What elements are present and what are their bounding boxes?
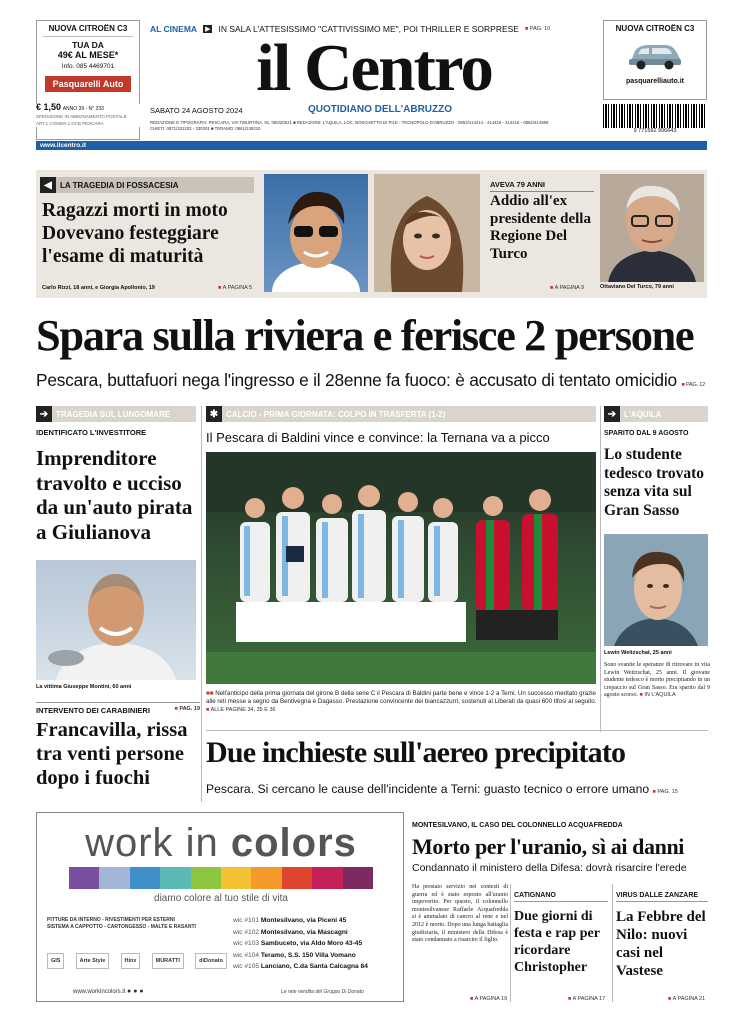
catignano-kicker: CATIGNANO bbox=[514, 892, 608, 902]
uranio-subhead: Condannato il ministero della Difesa: dovrà risarcire l'erede bbox=[412, 862, 687, 874]
uranio-kicker: MONTESILVANO, IL CASO DEL COLONNELLO ACQUAFREDDA bbox=[412, 822, 623, 829]
ad-colors-tagline: diamo colore al tuo stile di vita bbox=[154, 893, 288, 904]
calcio-headline[interactable]: Il Pescara di Baldini vince e convince: la Ternana va a picco bbox=[206, 430, 550, 445]
masthead-redazione: REDAZIONE E TIPOGRAFIA: PESCARA, VIA TIBURTINA, 91, 085/20521 ■ REDAZIONI: L'AQUILA, LOC. BOSCHETTO DI PILE - TECNOPOLO D'ABRUZZO - 0862/414414 - 414415 - 414416 - 0862/414959 CHIETI: 0871/331203 - 330301 ■ TERAMO: 0861/245210 bbox=[150, 120, 549, 131]
ad-right-citroen[interactable] bbox=[603, 20, 707, 100]
aereo-ref: ■ PAG. 15 bbox=[652, 789, 678, 795]
nilo-kicker: VIRUS DALLE ZANZARE bbox=[616, 892, 708, 902]
photo-carlo-rizzi bbox=[264, 174, 368, 292]
francavilla-kicker: INTERVENTO DEI CARABINIERI bbox=[36, 706, 150, 715]
uranio-ref: ■ A PAGINA 19 bbox=[470, 996, 508, 1002]
aereo-headline[interactable]: Due inchieste sull'aereo precipitato bbox=[206, 736, 626, 769]
aquila-section-bar bbox=[604, 406, 708, 422]
aereo-subhead-row bbox=[206, 782, 706, 796]
photo-giorgia-apollonio bbox=[374, 174, 480, 292]
arrow-right-icon-2: ➔ bbox=[604, 406, 620, 422]
delturco-ref: ■ A PAGINA 9 bbox=[550, 285, 585, 291]
website[interactable]: www.ilcentro.it bbox=[40, 142, 86, 149]
top-banner-text: IN SALA L'ATTESISSIMO "CATTIVISSIMO ME", POI THRILLER E SORPRESE bbox=[218, 24, 519, 34]
masthead-date: SABATO 24 AGOSTO 2024 bbox=[150, 106, 243, 115]
photo-lewin-weitzschat bbox=[604, 534, 708, 646]
ad-left-title: NUOVA CITROËN C3 bbox=[48, 24, 128, 33]
brand-logo: GIS bbox=[47, 953, 64, 969]
top-banner-arrow-icon: ▶ bbox=[205, 26, 211, 33]
francavilla-headline[interactable]: Francavilla, rissa tra venti persone dopo i fuochi bbox=[36, 719, 188, 789]
ad-colors-brands bbox=[47, 953, 227, 969]
calcio-section: CALCIO - PRIMA GIORNATA: COLPO IN TRASFERTA (1-2) bbox=[226, 409, 446, 419]
aquila-body bbox=[604, 662, 710, 700]
calcio-ref: ■ ALLE PAGINE 34, 35 E 36 bbox=[206, 706, 276, 713]
aquila-section: L'AQUILA bbox=[624, 409, 662, 419]
ad-colors-stores bbox=[233, 915, 403, 973]
ad-left-line2: 49€ AL MESE* bbox=[57, 50, 119, 60]
issue: ANNO 39 - N° 233 bbox=[62, 106, 104, 112]
color-swatch bbox=[282, 867, 312, 889]
color-swatch bbox=[221, 867, 251, 889]
store-item: wic #102 Montesilvano, via Mascagni bbox=[233, 928, 348, 936]
brand-logo: diDonato bbox=[195, 953, 227, 969]
ad-colors-title2: colors bbox=[230, 821, 357, 865]
store-item: wic #103 Sambuceto, via Aldo Moro 43-45 bbox=[233, 940, 363, 947]
color-swatch bbox=[69, 867, 99, 889]
ad-left-info: Info. 085 4469701 bbox=[61, 63, 115, 70]
car-icon bbox=[625, 37, 685, 71]
color-swatch bbox=[312, 867, 342, 889]
ad-colors-palette bbox=[69, 867, 373, 889]
store-item: wic #105 Lanciano, C.da Santa Calcagna 84 bbox=[233, 963, 368, 970]
uranio-headline[interactable]: Morto per l'uranio, sì ai danni bbox=[412, 834, 684, 859]
masthead-logo: il Centro bbox=[256, 31, 492, 105]
uranio-body: Ha prestato servizio nei contesti di guerra ed è stato esposto all'uranio impoverito. Per questo, il colonnello montesilvanese Raffaele Acquafredda si è ammalato di cancro al rene e nel 2012 è morto. Dopo una lunga battaglia giudiziaria, il ministero della Difesa è stato condannato a risarcire il figlio. bbox=[412, 884, 508, 944]
delturco-kicker: AVEVA 79 ANNI bbox=[490, 180, 594, 192]
masthead-rule bbox=[36, 141, 707, 150]
brand-logo: MURATTI bbox=[152, 953, 184, 969]
catignano-headline[interactable]: Due giorni di festa e rap per ricordare Christopher bbox=[514, 909, 600, 975]
ad-colors-services: PITTURE DA INTERNO - RIVESTIMENTI PER ESTERNI SISTEMA A CAPPOTTO - CARTONGESSO - MALTE E RASANTI bbox=[47, 917, 196, 930]
calcio-section-bar bbox=[206, 406, 596, 422]
main-subhead-text: Pescara, buttafuori nega l'ingresso e il 28enne fa fuoco: è accusato di tentato omicidio bbox=[36, 370, 677, 390]
masthead-subtitle: QUOTIDIANO DELL'ABRUZZO bbox=[307, 104, 453, 115]
price: € 1,50 bbox=[36, 102, 62, 112]
barcode: 9 771592 906643 bbox=[603, 104, 707, 138]
giulianova-kicker: IDENTIFICATO L'INVESTITORE bbox=[36, 428, 147, 437]
ad-left-line1: TUA DA bbox=[72, 40, 104, 50]
main-subhead bbox=[36, 370, 716, 391]
aereo-top-rule bbox=[206, 730, 708, 731]
catignano-ref: ■ A PAGINA 17 bbox=[568, 996, 606, 1002]
photo-del-turco bbox=[600, 174, 704, 282]
calcio-caption: ■■ Nell'anticipo della prima giornata del girone B della serie C il Pescara di Baldini parte bene e vince 1-2 a Terni. Un successo meritato grazie alle reti messe a segno da Bentivegna e Dagasso. Prestazione convincente dei biancazzurri, sostenuti al Liberati da quasi 600 tifosi al seguito. ■ ALLE PAGINE 34, 35 E 36 bbox=[206, 690, 597, 713]
fossacesia-caption: Carlo Rizzi, 18 anni, e Giorgia Apollonio, 19 bbox=[42, 285, 155, 291]
uranio-col-rule-2 bbox=[612, 884, 613, 1002]
arrow-right-icon: ➔ bbox=[36, 406, 52, 422]
ad-right-title: NUOVA CITROËN C3 bbox=[615, 24, 695, 33]
price-box: € 1,50 ANNO 39 - N° 233 SPEDIZIONE IN ABBONAMENTO POSTALE ART.1 COMMA 1 DCB PESCARA bbox=[36, 104, 140, 127]
color-swatch bbox=[160, 867, 190, 889]
store-item: wic #101 Montesilvano, via Piceni 45 bbox=[233, 917, 347, 924]
social-icons[interactable]: ● ● ● bbox=[127, 988, 144, 995]
francavilla-ref: ■ PAG. 19 bbox=[174, 706, 200, 712]
ball-icon: ✱ bbox=[206, 406, 222, 422]
ad-left-brand: Pasquarelli Auto bbox=[45, 76, 131, 92]
giulianova-section-bar bbox=[36, 406, 196, 422]
store-item: wic #104 Teramo, S.S. 150 Villa Vomano bbox=[233, 951, 356, 959]
fossacesia-ref: ■ A PAGINA 5 bbox=[218, 285, 253, 291]
delturco-caption: Ottaviano Del Turco, 79 anni bbox=[600, 284, 674, 290]
giulianova-section: TRAGEDIA SUL LUNGOMARE bbox=[56, 409, 171, 419]
nilo-headline[interactable]: La Febbre del Nilo: nuovi casi nel Vastese bbox=[616, 909, 706, 979]
aquila-ref: ■ IN L'AQUILA bbox=[639, 692, 676, 698]
aquila-body-text: Sono svanite le speranze di ritrovare in vita Lewin Weitzschat, 25 anni. Il giovane studente tedesco è morto precipitando in un crepaccio sul Gran Sasso. Era sparito dal 9 agosto scorso. bbox=[604, 662, 710, 698]
color-swatch bbox=[130, 867, 160, 889]
color-swatch bbox=[99, 867, 129, 889]
francavilla-kicker-row bbox=[36, 702, 200, 715]
calcio-caption-text: Nell'anticipo della prima giornata del girone B della serie C il Pescara di Baldini parte bene e vince 1-2 a Terni. Un successo meritato grazie alle reti messe a segno da Bentivegna e Dagasso. Prestazione convincente dei biancazzurri, sostenuti al Liberati da quasi 600 tifosi al seguito. bbox=[206, 690, 597, 705]
ad-right-url: pasquarelliauto.it bbox=[626, 78, 684, 85]
column-rule-1 bbox=[201, 406, 202, 802]
aquila-caption: Lewin Weitzschat, 25 anni bbox=[604, 650, 672, 656]
photo-giuseppe-montini bbox=[36, 560, 196, 680]
aquila-headline[interactable]: Lo studente tedesco trovato senza vita sul Gran Sasso bbox=[604, 446, 705, 519]
giulianova-caption: La vittima Giuseppe Montini, 60 anni bbox=[36, 684, 132, 690]
ad-colors-title bbox=[37, 821, 405, 865]
top-banner-section: AL CINEMA bbox=[150, 24, 198, 34]
brand-logo: Arte Style bbox=[76, 953, 110, 969]
aereo-subhead: Pescara. Si cercano le cause dell'incidente a Terni: guasto tecnico o errore umano bbox=[206, 782, 650, 796]
fossacesia-kicker: LA TRAGEDIA DI FOSSACESIA bbox=[60, 180, 179, 190]
fossacesia-kicker-bar bbox=[40, 177, 254, 193]
fossacesia-headline[interactable]: Ragazzi morti in moto Dovevano festeggiare l'esame di maturità bbox=[42, 200, 228, 267]
speaker-icon: ◀ bbox=[40, 177, 56, 193]
nilo-ref: ■ A PAGINA 21 bbox=[668, 996, 706, 1002]
ad-colors-footer: Le rete vendita del Gruppo Di Donato bbox=[281, 989, 364, 995]
top-banner-page: ■ PAG. 10 bbox=[524, 26, 551, 32]
ad-colors-title1: work in bbox=[85, 821, 231, 865]
ad-work-in-colors[interactable] bbox=[36, 812, 404, 1002]
giulianova-headline[interactable]: Imprenditore travolto e ucciso da un'auto pirata a Giulianova bbox=[36, 446, 193, 544]
uranio-col-rule-1 bbox=[510, 884, 511, 1002]
main-headline[interactable]: Spara sulla riviera e ferisce 2 persone bbox=[36, 310, 694, 360]
aquila-kicker: SPARITO DAL 9 AGOSTO bbox=[604, 430, 689, 437]
color-swatch bbox=[343, 867, 373, 889]
color-swatch bbox=[251, 867, 281, 889]
main-ref: ■ PAG. 12 bbox=[681, 382, 705, 388]
color-swatch bbox=[191, 867, 221, 889]
photo-pescara-players bbox=[206, 452, 596, 684]
column-rule-2 bbox=[600, 406, 601, 732]
ad-colors-url: www.workincolors.it ● ● ● bbox=[73, 988, 144, 995]
brand-logo: Hinx bbox=[121, 953, 141, 969]
delturco-headline[interactable]: Addio all'ex presidente della Regione Del Turco bbox=[490, 193, 591, 262]
